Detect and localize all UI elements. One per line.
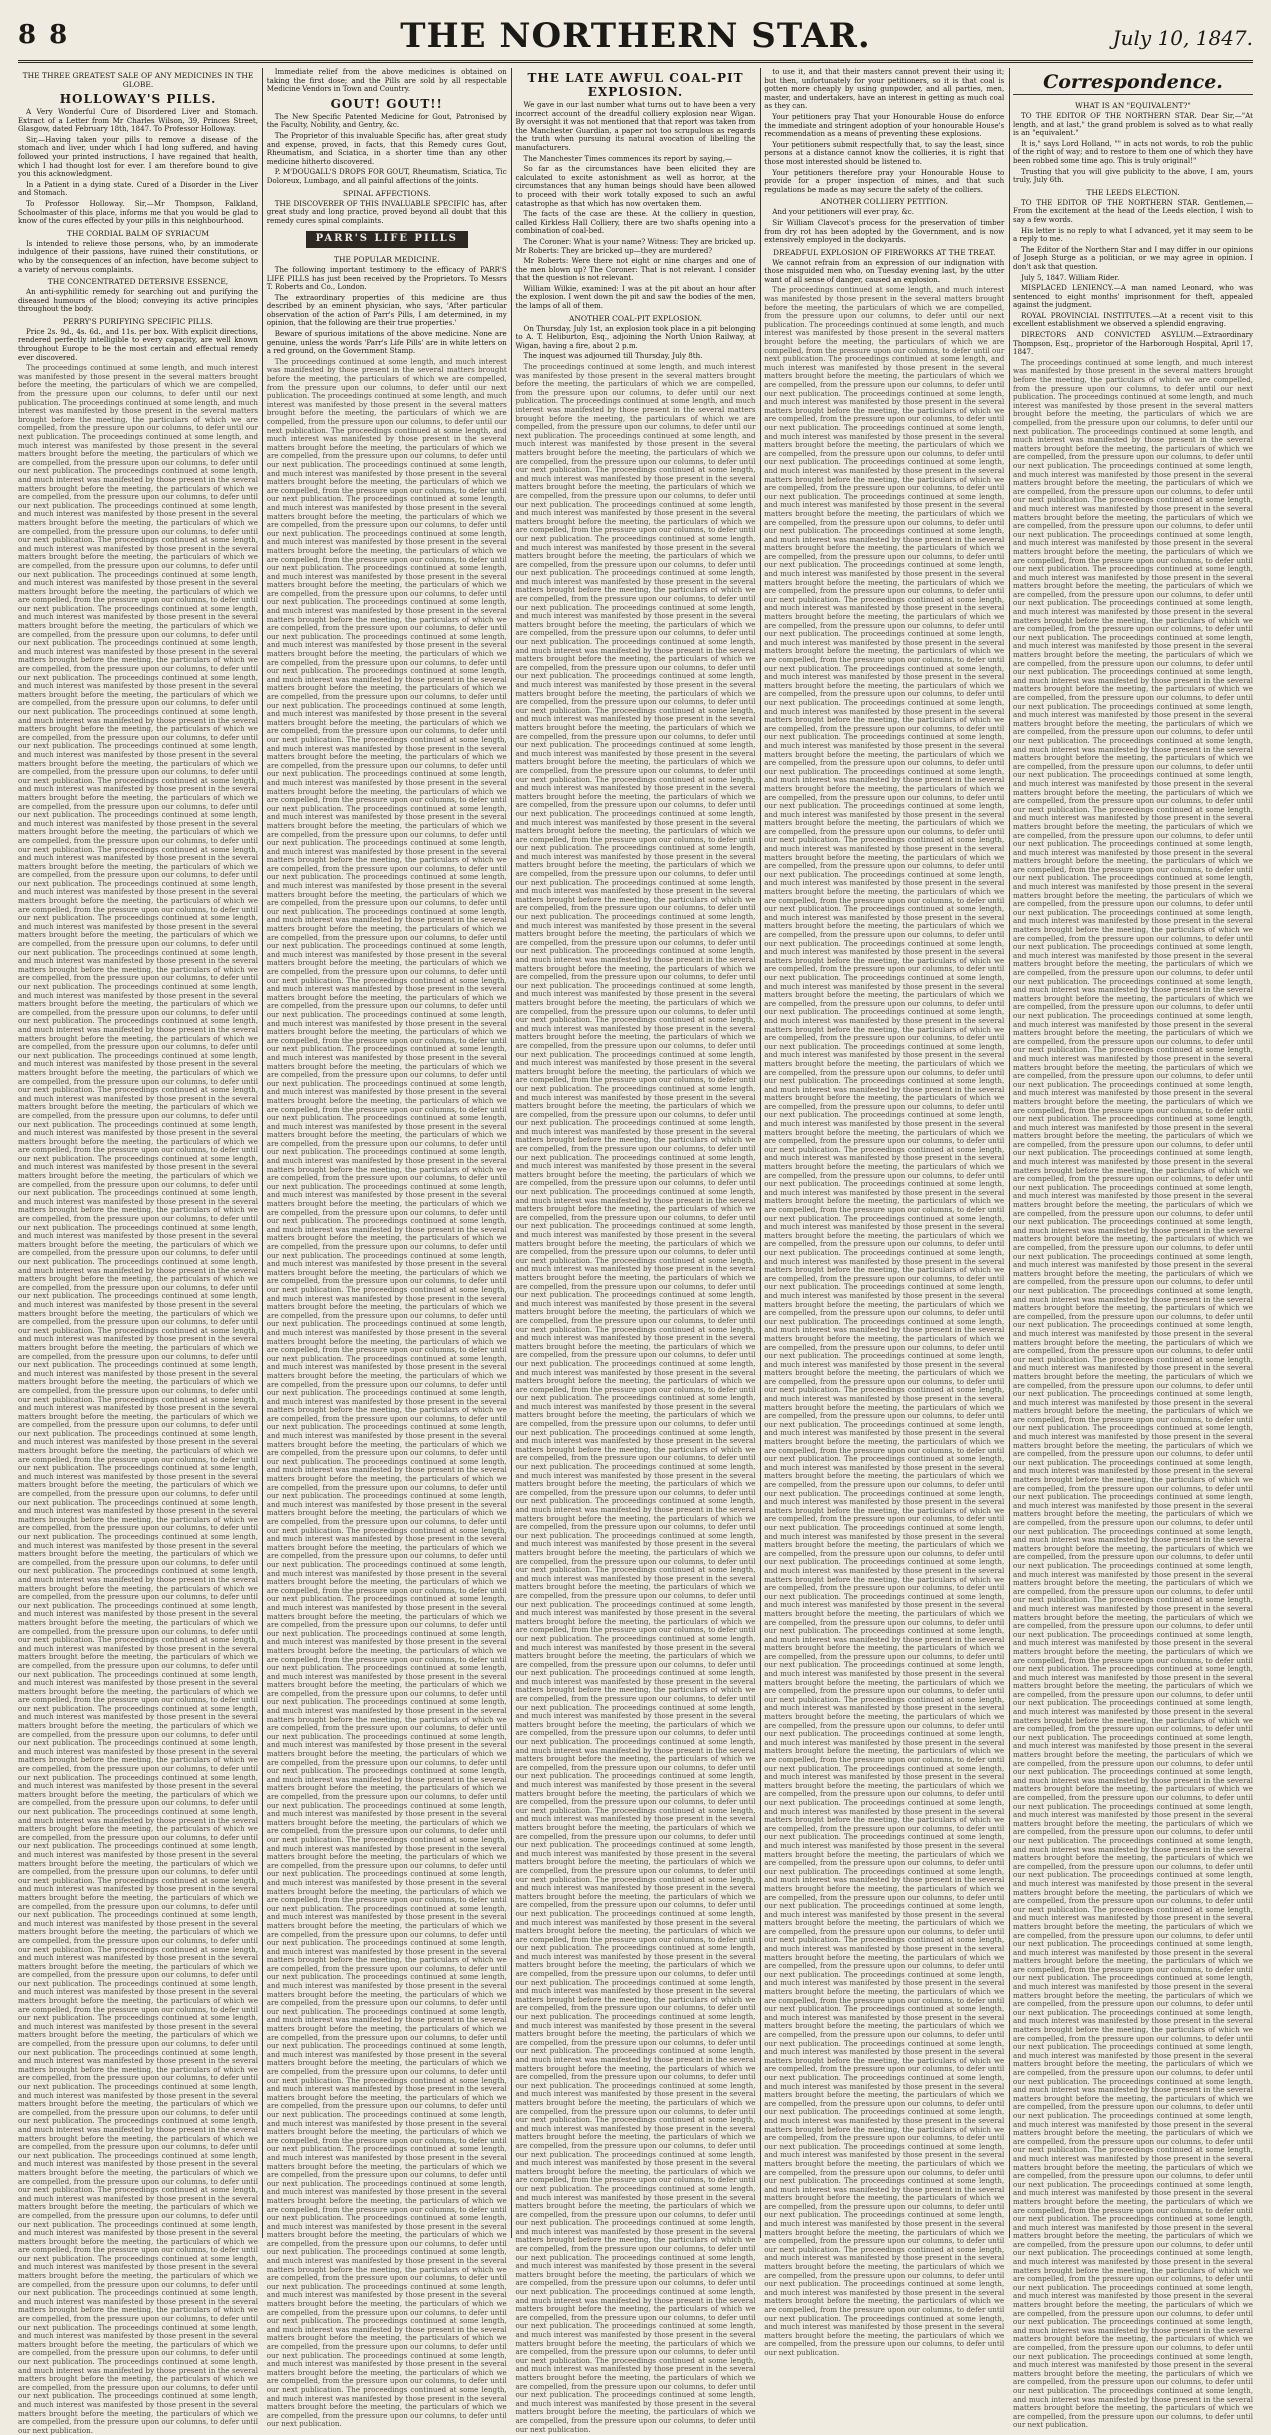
article-paragraph: Trusting that you will give publicity to the above, I am, yours truly, July 6th. bbox=[1013, 166, 1253, 185]
section-heading: SPINAL AFFECTIONS. bbox=[343, 188, 431, 198]
article-paragraph: The New Specific Patented Medicine for Gout, Patronised by the Faculty, Nobility, and Gentry, &c. bbox=[266, 111, 507, 130]
section-heading: ANOTHER COLLIERY PETITION. bbox=[820, 197, 948, 207]
article-paragraph: On Thursday, July 1st, an explosion took place in a pit belonging to A. T. Heliburton, Esq., adjoining the North Union Railway, at Wigan, having a fire, about 2 p.m. bbox=[515, 323, 756, 350]
article-paragraph: ROYAL PROVINCIAL INSTITUTES.—At a recent visit to this excellent establishment we observed a splendid engraving. bbox=[1013, 310, 1253, 329]
article-paragraph: And your petitioners will ever pray, &c. bbox=[772, 207, 914, 217]
column-2 bbox=[266, 67, 507, 2429]
article-paragraph: His letter is no reply to what I advanced, yet it may seem to be a reply to me. bbox=[1013, 225, 1253, 244]
article-paragraph: The Manchester Times commences its report by saying,— bbox=[523, 153, 733, 163]
column-rule bbox=[760, 68, 761, 2238]
article-paragraph: The following important testimony to the efficacy of PARR'S LIFE PILLS has just been received by the Proprietors. To Messrs T. Roberts and Co., London. bbox=[266, 264, 507, 292]
article-paragraph: An anti-syphilitic remedy for searching out and purifying the diseased humours of the blood; conveying its active principles throughout the body. bbox=[18, 287, 258, 314]
issue-date: July 10, 1847. bbox=[1112, 26, 1253, 50]
section-heading: THE CORDIAL BALM OF SYRIACUM bbox=[66, 228, 210, 238]
article-paragraph: The Coroner: What is your name? Witness: They are bricked up. Mr Roberts: They are bricked up—they are murdered? bbox=[515, 236, 756, 255]
column-4 bbox=[764, 67, 1005, 2357]
article-paragraph: TO THE EDITOR OF THE NORTHERN STAR. Dear Sir,—"At length, and at last," the grand problem is solved as to what really is an "equivalent." bbox=[1013, 111, 1253, 138]
article-paragraph: It is," says Lord Holland, "" in acts not words, to rob the public of the right of way; and to restore to them one of which they have been robbed some time ago. This is truly original!" bbox=[1013, 138, 1253, 165]
column-rule bbox=[262, 68, 263, 2238]
section-heading: HOLLOWAY'S PILLS. bbox=[59, 92, 217, 106]
column-rule bbox=[1009, 68, 1010, 2238]
article-paragraph: TO THE EDITOR OF THE NORTHERN STAR. Gentlemen,—From the excitement at the head of the Leeds election, I wish to say a few words. bbox=[1013, 197, 1253, 224]
column-area bbox=[18, 67, 1253, 2435]
article-paragraph: MISPLACED LENIENCY.—A man named Leonard, who was sentenced to eight months' imprisonment for theft, appealed against the judgment. bbox=[1013, 283, 1253, 310]
article-paragraph: Price 2s. 9d., 4s. 6d., and 11s. per box. With explicit directions, rendered perfectly intelligible to every capacity, are well known throughout Europe to be the most certain and effectual remedy ever discovered. bbox=[18, 326, 258, 362]
article-paragraph: Is intended to relieve those persons, who, by an immoderate indulgence of their passions, have ruined their constitutions, or who by the consequences of an infection, have become subject to a variety of nervous complaints. bbox=[18, 238, 258, 274]
article-paragraph: July 5, 1847. William Rider. bbox=[1021, 272, 1120, 282]
section-heading: GOUT! GOUT!! bbox=[330, 96, 443, 111]
column-5 bbox=[1013, 68, 1253, 2430]
page-number: 8 8 bbox=[18, 20, 70, 50]
column-1 bbox=[18, 68, 258, 2435]
article-paragraph: P. M'DOUGALL'S DROPS FOR GOUT, Rheumatism, Sciatica, Tic Doloreux, Lumbago, and all painful affections of the joints. bbox=[266, 167, 507, 185]
article-paragraph: The Proprietor of this invaluable Specific has, after great study and expense, proved, in facts, that this Remedy cures Gout, Rheumatism, and Sciatica, in a shorter time than any other medicine hitherto discovered. bbox=[266, 130, 507, 166]
article-paragraph: In a Patient in a dying state. Cured of a Disorder in the Liver and Stomach. bbox=[18, 179, 258, 198]
article-paragraph: We cannot refrain from an expression of our indignation with those misguided men who, on Tuesday evening last, by the utter want of all sense of danger, caused an explosion. bbox=[764, 257, 1005, 284]
article-paragraph: William Wilkie, examined: I was at the pit about an hour after the explosion. I went down the pit and saw the bodies of the men, the lamps of all of them. bbox=[515, 283, 756, 311]
article-paragraph: DIRECTORS AND CONVICTED ASYLUM.—Extraordinary Thompson, Esq., proprietor of the Harborough Hospital, April 17, 1847. bbox=[1013, 330, 1253, 357]
newspaper-title: THE NORTHERN STAR. bbox=[400, 16, 871, 56]
newsprint-texture: The proceedings continued at some length, and much interest was manifested by those present in the several matters brought before the meeting, the particulars of which we are compelled, from the pressure upon our columns, to defer until our next publication. The proceedings continued at some length, and much interest was manifested by those present in the several matters brought before the meeting, the particulars of which we are compelled, from the pressure upon our columns, to defer until our next publication. The proceedings continued at some length, and much interest was manifested by those present in the several matters brought before the meeting, the particulars of which we are compelled, from the pressure upon our columns, to defer until our next publication. The proceedings continued at some length, and much interest was manifested by those present in the several matters brought before the meeting, the particulars of which we are compelled, from the pressure upon our columns, to defer until our next publication. The proceedings continued at some length, and much interest was manifested by those present in the several matters brought before the meeting, the particulars of which we are compelled, from the pressure upon our columns, to defer until our next publication. The proceedings continued at some length, and much interest was manifested by those present in the several matters brought before the meeting, the particulars of which we are compelled, from the pressure upon our columns, to defer until our next publication. The proceedings continued at some length, and much interest was manifested by those present in the several matters brought before the meeting, the particulars of which we are compelled, from the pressure upon our columns, to defer until our next publication. The proceedings continued at some length, and much interest was manifested by those present in the several matters brought before the meeting, the particulars of which we are compelled, from the pressure upon our columns, to defer until our next publication. The proceedings continued at some length, and much interest was manifested by those present in the several matters brought before the meeting, the particulars of which we are compelled, from the pressure upon our columns, to defer until our next publication. The proceedings continued at some length, and much interest was manifested by those present in the several matters brought before the meeting, the particulars of which we are compelled, from the pressure upon our columns, to defer until our next publication. The proceedings continued at some length, and much interest was manifested by those present in the several matters brought before the meeting, the particulars of which we are compelled, from the pressure upon our columns, to defer until our next publication. The proceedings continued at some length, and much interest was manifested by those present in the several matters brought before the meeting, the particulars of which we are compelled, from the pressure upon our columns, to defer until our next publication. The proceedings continued at some length, and much interest was manifested by those present in the several matters brought before the meeting, the particulars of which we are compelled, from the pressure upon our columns, to defer until our next publication. The proceedings continued at some length, and much interest was manifested by those present in the several matters brought before the meeting, the particulars of which we are compelled, from the pressure upon our columns, to defer until our next publication. The proceedings continued at some length, and much interest was manifested by those present in the several matters brought before the meeting, the particulars of which we are compelled, from the pressure upon our columns, to defer until our next publication. The proceedings continued at some length, and much interest was manifested by those present in the several matters brought before the meeting, the particulars of which we are compelled, from the pressure upon our columns, to defer until our next publication. The proceedings continued at some length, and much interest was manifested by those present in the several matters brought before the meeting, the particulars of which we are compelled, from the pressure upon our columns, to defer until our next publication. The proceedings continued at some length, and much interest was manifested by those present in the several matters brought before the meeting, the particulars of which we are compelled, from the pressure upon our columns, to defer until our next publication. The proceedings continued at some length, and much interest was manifested by those present in the several matters brought before the meeting, the particulars of which we are compelled, from the pressure upon our columns, to defer until our next publication. The proceedings continued at some length, and much interest was manifested by those present in the several matters brought before the meeting, the particulars of which we are compelled, from the pressure upon our columns, to defer until our next publication. The proceedings continued at some length, and much interest was manifested by those present in the several matters brought before the meeting, the particulars of which we are compelled, from the pressure upon our columns, to defer until our next publication. The proceedings continued at some length, and much interest was manifested by those present in the several matters brought before the meeting, the particulars of which we are compelled, from the pressure upon our columns, to defer until our next publication. The proceedings continued at some length, and much interest was manifested by those present in the several matters brought before the meeting, the particulars of which we are compelled, from the pressure upon our columns, to defer until our next publication. The proceedings continued at some length, and much interest was manifested by those present in the several matters brought before the meeting, the particulars of which we are compelled, from the pressure upon our columns, to defer until our next publication. The proceedings continued at some length, and much interest was manifested by those present in the several matters brought before the meeting, the particulars of which we are compelled, from the pressure upon our columns, to defer until our next publication. The proceedings continued at some length, and much interest was manifested by those present in the several matters brought before the meeting, the particulars of which we are compelled, from the pressure upon our columns, to defer until our next publication. The proceedings continued at some length, and much interest was manifested by those present in the several matters brought before the meeting, the particulars of which we are compelled, from the pressure upon our columns, to defer until our next publication. The proceedings continued at some length, and much interest was manifested by those present in the several matters brought before the meeting, the particulars of which we are compelled, from the pressure upon our columns, to defer until our next publication. The proceedings continued at some length, and much interest was manifested by those present in the several matters brought before the meeting, the particulars of which we are compelled, from the pressure upon our columns, to defer until our next publication. The proceedings continued at some length, and much interest was manifested by those present in the several matters brought before the meeting, the particulars of which we are compelled, from the pressure upon our columns, to defer until our next publication. The proceedings continued at some length, and much interest was manifested by those present in the several matters brought before the meeting, the particulars of which we are compelled, from the pressure upon our columns, to defer until our next publication. The proceedings continued at some length, and much interest was manifested by those present in the several matters brought before the meeting, the particulars of which we are compelled, from the pressure upon our columns, to defer until our next publication. The proceedings continued at some length, and much interest was manifested by those present in the several matters brought before the meeting, the particulars of which we are compelled, from the pressure upon our columns, to defer until our next publication. The proceedings continued at some length, and much interest was manifested by those present in the several matters brought before the meeting, the particulars of which we are compelled, from the pressure upon our columns, to defer until our next publication. The proceedings continued at some length, and much interest was manifested by those present in the several matters brought before the meeting, the particulars of which we are compelled, from the pressure upon our columns, to defer until our next publication. The proceedings continued at some length, and much interest was manifested by those present in the several matters brought before the meeting, the particulars of which we are compelled, from the pressure upon our columns, to defer until our next publication. The proceedings continued at some length, and much interest was manifested by those present in the several matters brought before the meeting, the particulars of which we are compelled, from the pressure upon our columns, to defer until our next publication. The proceedings continued at some length, and much interest was manifested by those present in the several matters brought before the meeting, the particulars of which we are compelled, from the pressure upon our columns, to defer until our next publication. The proceedings continued at some length, and much interest was manifested by those present in the several matters brought before the meeting, the particulars of which we are compelled, from the pressure upon our columns, to defer until our next publication. The proceedings continued at some length, and much interest was manifested by those present in the several matters brought before the meeting, the particulars of which we are compelled, from the pressure upon our columns, to defer until our next publication. The proceedings continued at some length, and much interest was manifested by those present in the several matters brought before the meeting, the particulars of which we are compelled, from the pressure upon our columns, to defer until our next publication. The proceedings continued at some length, and much interest was manifested by those present in the several matters brought before the meeting, the particulars of which we are compelled, from the pressure upon our columns, to defer until our next publication. The proceedings continued at some length, and much interest was manifested by those present in the several matters brought before the meeting, the particulars of which we are compelled, from the pressure upon our columns, to defer until our next publication. The proceedings continued at some length, and much interest was manifested by those present in the several matters brought before the meeting, the particulars of which we are compelled, from the pressure upon our columns, to defer until our next publication. The proceedings continued at some length, and much interest was manifested by those present in the several matters brought before the meeting, the particulars of which we are compelled, from the pressure upon our columns, to defer until our next publication. The proceedings continued at some length, and much interest was manifested by those present in the several matters brought before the meeting, the particulars of which we are compelled, from the pressure upon our columns, to defer until our next publication. The proceedings continued at some length, and much interest was manifested by those present in the several matters brought before the meeting, the particulars of which we are compelled, from the pressure upon our columns, to defer until our next publication. The proceedings continued at some length, and much interest was manifested by those present in the several matters brought before the meeting, the particulars of which we are compelled, from the pressure upon our columns, to defer until our next publication. The proceedings continued at some length, and much interest was manifested by those present in the several matters brought before the meeting, the particulars of which we are compelled, from the pressure upon our columns, to defer until our next publication. The proceedings continued at some length, and much interest was manifested by those present in the several matters brought before the meeting, the particulars of which we are compelled, from the pressure upon our columns, to defer until our next publication. The proceedings continued at some length, and much interest was manifested by those present in the several matters brought before the meeting, the particulars of which we are compelled, from the pressure upon our columns, to defer until our next publication. The proceedings continued at some length, and much interest was manifested by those present in the several matters brought before the meeting, the particulars of which we are compelled, from the pressure upon our columns, to defer until our next publication. The proceedings continued at some length, and much interest was manifested by those present in the several matters brought before the meeting, the particulars of which we are compelled, from the pressure upon our columns, to defer until our next publication. The proceedings continued at some length, and much interest was manifested by those present in the several matters brought before the meeting, the particulars of which we are compelled, from the pressure upon our columns, to defer until our next publication. The proceedings continued at some length, and much interest was manifested by those present in the several matters brought before the meeting, the particulars of which we are compelled, from the pressure upon our columns, to defer until our next publication. The proceedings continued at some length, and much interest was manifested by those present in the several matters brought before the meeting, the particulars of which we are compelled, from the pressure upon our columns, to defer until our next publication. The proceedings continued at some length, and much interest was manifested by those present in the several matters brought before the meeting, the particulars of which we are compelled, from the pressure upon our columns, to defer until our next publication. The proceedings continued at some length, and much interest was manifested by those present in the several matters brought before the meeting, the particulars of which we are compelled, from the pressure upon our columns, to defer until our next publication. The proceedings continued at some length, and much interest was manifested by those present in the several matters brought before the meeting, the particulars of which we are compelled, from the pressure upon our columns, to defer until our next publication. The proceedings continued at some length, and much interest was manifested by those present in the several matters brought before the meeting, the particulars of which we are compelled, from the pressure upon our columns, to defer until our next publication. bbox=[515, 362, 756, 2434]
article-paragraph: The inquest was adjourned till Thursday, July 8th. bbox=[523, 351, 703, 361]
article-paragraph: So far as the circumstances have been elicited they are calculated to excite astonishment as well as horror, at the circumstances that any human beings should have been allowed to proceed with their work totally exposed to such an awful catastrophe as that which has now overtaken them. bbox=[515, 164, 756, 208]
article-paragraph: Beware of spurious imitations of the above medicine. None are genuine, unless the words 'Parr's Life Pills' are in white letters on a red ground, on the Government Stamp. bbox=[266, 329, 507, 356]
article-paragraph: To Professor Holloway. Sir,—Mr Thompson, Falkland, Schoolmaster of this place, informs me that you would be glad to know of the cures effected by your pills in this neighbourhood. bbox=[18, 198, 258, 226]
article-paragraph: Immediate relief from the above medicines is obtained on taking the first dose; and the Pills are sold by all respectable Medicine Vendors in Town and Country. bbox=[266, 67, 507, 94]
article-paragraph: The Editor of the Northern Star and I may differ in our opinions of Joseph Sturge as a politician, or we may agree in opinion. I don't ask that question. bbox=[1013, 244, 1253, 271]
article-paragraph: THE DISCOVERER OF THIS INVALUABLE SPECIFIC has, after great study and long practice, proved beyond all doubt that this remedy cures spinal complaints. bbox=[266, 198, 507, 225]
section-heading: WHAT IS AN "EQUIVALENT?" bbox=[1075, 101, 1191, 110]
section-heading: THE POPULAR MEDICINE. bbox=[333, 254, 440, 264]
column-rule bbox=[511, 68, 512, 2238]
article-paragraph: Mr Roberts: Were there not eight or nine charges and one of the men blown up? The Coroner: That is not relevant. I consider that the question is not relevant. bbox=[515, 256, 756, 283]
newsprint-texture: The proceedings continued at some length, and much interest was manifested by those present in the several matters brought before the meeting, the particulars of which we are compelled, from the pressure upon our columns, to defer until our next publication. The proceedings continued at some length, and much interest was manifested by those present in the several matters brought before the meeting, the particulars of which we are compelled, from the pressure upon our columns, to defer until our next publication. The proceedings continued at some length, and much interest was manifested by those present in the several matters brought before the meeting, the particulars of which we are compelled, from the pressure upon our columns, to defer until our next publication. The proceedings continued at some length, and much interest was manifested by those present in the several matters brought before the meeting, the particulars of which we are compelled, from the pressure upon our columns, to defer until our next publication. The proceedings continued at some length, and much interest was manifested by those present in the several matters brought before the meeting, the particulars of which we are compelled, from the pressure upon our columns, to defer until our next publication. The proceedings continued at some length, and much interest was manifested by those present in the several matters brought before the meeting, the particulars of which we are compelled, from the pressure upon our columns, to defer until our next publication. The proceedings continued at some length, and much interest was manifested by those present in the several matters brought before the meeting, the particulars of which we are compelled, from the pressure upon our columns, to defer until our next publication. The proceedings continued at some length, and much interest was manifested by those present in the several matters brought before the meeting, the particulars of which we are compelled, from the pressure upon our columns, to defer until our next publication. The proceedings continued at some length, and much interest was manifested by those present in the several matters brought before the meeting, the particulars of which we are compelled, from the pressure upon our columns, to defer until our next publication. The proceedings continued at some length, and much interest was manifested by those present in the several matters brought before the meeting, the particulars of which we are compelled, from the pressure upon our columns, to defer until our next publication. The proceedings continued at some length, and much interest was manifested by those present in the several matters brought before the meeting, the particulars of which we are compelled, from the pressure upon our columns, to defer until our next publication. The proceedings continued at some length, and much interest was manifested by those present in the several matters brought before the meeting, the particulars of which we are compelled, from the pressure upon our columns, to defer until our next publication. The proceedings continued at some length, and much interest was manifested by those present in the several matters brought before the meeting, the particulars of which we are compelled, from the pressure upon our columns, to defer until our next publication. The proceedings continued at some length, and much interest was manifested by those present in the several matters brought before the meeting, the particulars of which we are compelled, from the pressure upon our columns, to defer until our next publication. The proceedings continued at some length, and much interest was manifested by those present in the several matters brought before the meeting, the particulars of which we are compelled, from the pressure upon our columns, to defer until our next publication. The proceedings continued at some length, and much interest was manifested by those present in the several matters brought before the meeting, the particulars of which we are compelled, from the pressure upon our columns, to defer until our next publication. The proceedings continued at some length, and much interest was manifested by those present in the several matters brought before the meeting, the particulars of which we are compelled, from the pressure upon our columns, to defer until our next publication. The proceedings continued at some length, and much interest was manifested by those present in the several matters brought before the meeting, the particulars of which we are compelled, from the pressure upon our columns, to defer until our next publication. The proceedings continued at some length, and much interest was manifested by those present in the several matters brought before the meeting, the particulars of which we are compelled, from the pressure upon our columns, to defer until our next publication. The proceedings continued at some length, and much interest was manifested by those present in the several matters brought before the meeting, the particulars of which we are compelled, from the pressure upon our columns, to defer until our next publication. The proceedings continued at some length, and much interest was manifested by those present in the several matters brought before the meeting, the particulars of which we are compelled, from the pressure upon our columns, to defer until our next publication. The proceedings continued at some length, and much interest was manifested by those present in the several matters brought before the meeting, the particulars of which we are compelled, from the pressure upon our columns, to defer until our next publication. The proceedings continued at some length, and much interest was manifested by those present in the several matters brought before the meeting, the particulars of which we are compelled, from the pressure upon our columns, to defer until our next publication. The proceedings continued at some length, and much interest was manifested by those present in the several matters brought before the meeting, the particulars of which we are compelled, from the pressure upon our columns, to defer until our next publication. The proceedings continued at some length, and much interest was manifested by those present in the several matters brought before the meeting, the particulars of which we are compelled, from the pressure upon our columns, to defer until our next publication. The proceedings continued at some length, and much interest was manifested by those present in the several matters brought before the meeting, the particulars of which we are compelled, from the pressure upon our columns, to defer until our next publication. The proceedings continued at some length, and much interest was manifested by those present in the several matters brought before the meeting, the particulars of which we are compelled, from the pressure upon our columns, to defer until our next publication. The proceedings continued at some length, and much interest was manifested by those present in the several matters brought before the meeting, the particulars of which we are compelled, from the pressure upon our columns, to defer until our next publication. The proceedings continued at some length, and much interest was manifested by those present in the several matters brought before the meeting, the particulars of which we are compelled, from the pressure upon our columns, to defer until our next publication. The proceedings continued at some length, and much interest was manifested by those present in the several matters brought before the meeting, the particulars of which we are compelled, from the pressure upon our columns, to defer until our next publication. The proceedings continued at some length, and much interest was manifested by those present in the several matters brought before the meeting, the particulars of which we are compelled, from the pressure upon our columns, to defer until our next publication. The proceedings continued at some length, and much interest was manifested by those present in the several matters brought before the meeting, the particulars of which we are compelled, from the pressure upon our columns, to defer until our next publication. The proceedings continued at some length, and much interest was manifested by those present in the several matters brought before the meeting, the particulars of which we are compelled, from the pressure upon our columns, to defer until our next publication. The proceedings continued at some length, and much interest was manifested by those present in the several matters brought before the meeting, the particulars of which we are compelled, from the pressure upon our columns, to defer until our next publication. The proceedings continued at some length, and much interest was manifested by those present in the several matters brought before the meeting, the particulars of which we are compelled, from the pressure upon our columns, to defer until our next publication. The proceedings continued at some length, and much interest was manifested by those present in the several matters brought before the meeting, the particulars of which we are compelled, from the pressure upon our columns, to defer until our next publication. The proceedings continued at some length, and much interest was manifested by those present in the several matters brought before the meeting, the particulars of which we are compelled, from the pressure upon our columns, to defer until our next publication. The proceedings continued at some length, and much interest was manifested by those present in the several matters brought before the meeting, the particulars of which we are compelled, from the pressure upon our columns, to defer until our next publication. The proceedings continued at some length, and much interest was manifested by those present in the several matters brought before the meeting, the particulars of which we are compelled, from the pressure upon our columns, to defer until our next publication. The proceedings continued at some length, and much interest was manifested by those present in the several matters brought before the meeting, the particulars of which we are compelled, from the pressure upon our columns, to defer until our next publication. The proceedings continued at some length, and much interest was manifested by those present in the several matters brought before the meeting, the particulars of which we are compelled, from the pressure upon our columns, to defer until our next publication. The proceedings continued at some length, and much interest was manifested by those present in the several matters brought before the meeting, the particulars of which we are compelled, from the pressure upon our columns, to defer until our next publication. The proceedings continued at some length, and much interest was manifested by those present in the several matters brought before the meeting, the particulars of which we are compelled, from the pressure upon our columns, to defer until our next publication. The proceedings continued at some length, and much interest was manifested by those present in the several matters brought before the meeting, the particulars of which we are compelled, from the pressure upon our columns, to defer until our next publication. The proceedings continued at some length, and much interest was manifested by those present in the several matters brought before the meeting, the particulars of which we are compelled, from the pressure upon our columns, to defer until our next publication. The proceedings continued at some length, and much interest was manifested by those present in the several matters brought before the meeting, the particulars of which we are compelled, from the pressure upon our columns, to defer until our next publication. The proceedings continued at some length, and much interest was manifested by those present in the several matters brought before the meeting, the particulars of which we are compelled, from the pressure upon our columns, to defer until our next publication. The proceedings continued at some length, and much interest was manifested by those present in the several matters brought before the meeting, the particulars of which we are compelled, from the pressure upon our columns, to defer until our next publication. The proceedings continued at some length, and much interest was manifested by those present in the several matters brought before the meeting, the particulars of which we are compelled, from the pressure upon our columns, to defer until our next publication. The proceedings continued at some length, and much interest was manifested by those present in the several matters brought before the meeting, the particulars of which we are compelled, from the pressure upon our columns, to defer until our next publication. The proceedings continued at some length, and much interest was manifested by those present in the several matters brought before the meeting, the particulars of which we are compelled, from the pressure upon our columns, to defer until our next publication. The proceedings continued at some length, and much interest was manifested by those present in the several matters brought before the meeting, the particulars of which we are compelled, from the pressure upon our columns, to defer until our next publication. The proceedings continued at some length, and much interest was manifested by those present in the several matters brought before the meeting, the particulars of which we are compelled, from the pressure upon our columns, to defer until our next publication. The proceedings continued at some length, and much interest was manifested by those present in the several matters brought before the meeting, the particulars of which we are compelled, from the pressure upon our columns, to defer until our next publication. The proceedings continued at some length, and much interest was manifested by those present in the several matters brought before the meeting, the particulars of which we are compelled, from the pressure upon our columns, to defer until our next publication. The proceedings continued at some length, and much interest was manifested by those present in the several matters brought before the meeting, the particulars of which we are compelled, from the pressure upon our columns, to defer until our next publication. The proceedings continued at some length, and much interest was manifested by those present in the several matters brought before the meeting, the particulars of which we are compelled, from the pressure upon our columns, to defer until our next publication. The proceedings continued at some length, and much interest was manifested by those present in the several matters brought before the meeting, the particulars of which we are compelled, from the pressure upon our columns, to defer until our next publication. The proceedings continued at some length, and much interest was manifested by those present in the several matters brought before the meeting, the particulars of which we are compelled, from the pressure upon our columns, to defer until our next publication. The proceedings continued at some length, and much interest was manifested by those present in the several matters brought before the meeting, the particulars of which we are compelled, from the pressure upon our columns, to defer until our next publication. bbox=[266, 356, 507, 2429]
article-paragraph: Sir,—Having taken your pills to remove a disease of the stomach and liver, under which I had long suffered, and having followed your printed instructions, I have regained that health, which I had thought lost for ever. I am therefore bound to give you this acknowledgment. bbox=[18, 134, 258, 179]
article-paragraph: Your petitioners therefore pray your Honourable House to provide for a proper inspection of mines, and that such regulations be made as may secure the safety of the colliers. bbox=[764, 167, 1005, 194]
section-heading: THE LEEDS ELECTION. bbox=[1086, 187, 1180, 197]
article-paragraph: Your petitioners pray That your Honourable House do enforce the immediate and stringent adoption of your honourable House's recommendation as a means of preventing these explosions. bbox=[764, 111, 1005, 139]
article-paragraph: We gave in our last number what turns out to have been a very incorrect account of the dreadful colliery explosion near Wigan. By oversight it was not mentioned that that report was taken from the Manchester Guardian, a paper not too scrupulous as regards the truth when pursuing its natural avocation of libelling the manufacturers. bbox=[515, 100, 756, 152]
newsprint-texture: The proceedings continued at some length, and much interest was manifested by those present in the several matters brought before the meeting, the particulars of which we are compelled, from the pressure upon our columns, to defer until our next publication. The proceedings continued at some length, and much interest was manifested by those present in the several matters brought before the meeting, the particulars of which we are compelled, from the pressure upon our columns, to defer until our next publication. The proceedings continued at some length, and much interest was manifested by those present in the several matters brought before the meeting, the particulars of which we are compelled, from the pressure upon our columns, to defer until our next publication. The proceedings continued at some length, and much interest was manifested by those present in the several matters brought before the meeting, the particulars of which we are compelled, from the pressure upon our columns, to defer until our next publication. The proceedings continued at some length, and much interest was manifested by those present in the several matters brought before the meeting, the particulars of which we are compelled, from the pressure upon our columns, to defer until our next publication. The proceedings continued at some length, and much interest was manifested by those present in the several matters brought before the meeting, the particulars of which we are compelled, from the pressure upon our columns, to defer until our next publication. The proceedings continued at some length, and much interest was manifested by those present in the several matters brought before the meeting, the particulars of which we are compelled, from the pressure upon our columns, to defer until our next publication. The proceedings continued at some length, and much interest was manifested by those present in the several matters brought before the meeting, the particulars of which we are compelled, from the pressure upon our columns, to defer until our next publication. The proceedings continued at some length, and much interest was manifested by those present in the several matters brought before the meeting, the particulars of which we are compelled, from the pressure upon our columns, to defer until our next publication. The proceedings continued at some length, and much interest was manifested by those present in the several matters brought before the meeting, the particulars of which we are compelled, from the pressure upon our columns, to defer until our next publication. The proceedings continued at some length, and much interest was manifested by those present in the several matters brought before the meeting, the particulars of which we are compelled, from the pressure upon our columns, to defer until our next publication. The proceedings continued at some length, and much interest was manifested by those present in the several matters brought before the meeting, the particulars of which we are compelled, from the pressure upon our columns, to defer until our next publication. The proceedings continued at some length, and much interest was manifested by those present in the several matters brought before the meeting, the particulars of which we are compelled, from the pressure upon our columns, to defer until our next publication. The proceedings continued at some length, and much interest was manifested by those present in the several matters brought before the meeting, the particulars of which we are compelled, from the pressure upon our columns, to defer until our next publication. The proceedings continued at some length, and much interest was manifested by those present in the several matters brought before the meeting, the particulars of which we are compelled, from the pressure upon our columns, to defer until our next publication. The proceedings continued at some length, and much interest was manifested by those present in the several matters brought before the meeting, the particulars of which we are compelled, from the pressure upon our columns, to defer until our next publication. The proceedings continued at some length, and much interest was manifested by those present in the several matters brought before the meeting, the particulars of which we are compelled, from the pressure upon our columns, to defer until our next publication. The proceedings continued at some length, and much interest was manifested by those present in the several matters brought before the meeting, the particulars of which we are compelled, from the pressure upon our columns, to defer until our next publication. The proceedings continued at some length, and much interest was manifested by those present in the several matters brought before the meeting, the particulars of which we are compelled, from the pressure upon our columns, to defer until our next publication. The proceedings continued at some length, and much interest was manifested by those present in the several matters brought before the meeting, the particulars of which we are compelled, from the pressure upon our columns, to defer until our next publication. The proceedings continued at some length, and much interest was manifested by those present in the several matters brought before the meeting, the particulars of which we are compelled, from the pressure upon our columns, to defer until our next publication. The proceedings continued at some length, and much interest was manifested by those present in the several matters brought before the meeting, the particulars of which we are compelled, from the pressure upon our columns, to defer until our next publication. The proceedings continued at some length, and much interest was manifested by those present in the several matters brought before the meeting, the particulars of which we are compelled, from the pressure upon our columns, to defer until our next publication. The proceedings continued at some length, and much interest was manifested by those present in the several matters brought before the meeting, the particulars of which we are compelled, from the pressure upon our columns, to defer until our next publication. The proceedings continued at some length, and much interest was manifested by those present in the several matters brought before the meeting, the particulars of which we are compelled, from the pressure upon our columns, to defer until our next publication. The proceedings continued at some length, and much interest was manifested by those present in the several matters brought before the meeting, the particulars of which we are compelled, from the pressure upon our columns, to defer until our next publication. The proceedings continued at some length, and much interest was manifested by those present in the several matters brought before the meeting, the particulars of which we are compelled, from the pressure upon our columns, to defer until our next publication. The proceedings continued at some length, and much interest was manifested by those present in the several matters brought before the meeting, the particulars of which we are compelled, from the pressure upon our columns, to defer until our next publication. The proceedings continued at some length, and much interest was manifested by those present in the several matters brought before the meeting, the particulars of which we are compelled, from the pressure upon our columns, to defer until our next publication. The proceedings continued at some length, and much interest was manifested by those present in the several matters brought before the meeting, the particulars of which we are compelled, from the pressure upon our columns, to defer until our next publication. The proceedings continued at some length, and much interest was manifested by those present in the several matters brought before the meeting, the particulars of which we are compelled, from the pressure upon our columns, to defer until our next publication. The proceedings continued at some length, and much interest was manifested by those present in the several matters brought before the meeting, the particulars of which we are compelled, from the pressure upon our columns, to defer until our next publication. The proceedings continued at some length, and much interest was manifested by those present in the several matters brought before the meeting, the particulars of which we are compelled, from the pressure upon our columns, to defer until our next publication. The proceedings continued at some length, and much interest was manifested by those present in the several matters brought before the meeting, the particulars of which we are compelled, from the pressure upon our columns, to defer until our next publication. The proceedings continued at some length, and much interest was manifested by those present in the several matters brought before the meeting, the particulars of which we are compelled, from the pressure upon our columns, to defer until our next publication. The proceedings continued at some length, and much interest was manifested by those present in the several matters brought before the meeting, the particulars of which we are compelled, from the pressure upon our columns, to defer until our next publication. The proceedings continued at some length, and much interest was manifested by those present in the several matters brought before the meeting, the particulars of which we are compelled, from the pressure upon our columns, to defer until our next publication. The proceedings continued at some length, and much interest was manifested by those present in the several matters brought before the meeting, the particulars of which we are compelled, from the pressure upon our columns, to defer until our next publication. The proceedings continued at some length, and much interest was manifested by those present in the several matters brought before the meeting, the particulars of which we are compelled, from the pressure upon our columns, to defer until our next publication. The proceedings continued at some length, and much interest was manifested by those present in the several matters brought before the meeting, the particulars of which we are compelled, from the pressure upon our columns, to defer until our next publication. The proceedings continued at some length, and much interest was manifested by those present in the several matters brought before the meeting, the particulars of which we are compelled, from the pressure upon our columns, to defer until our next publication. The proceedings continued at some length, and much interest was manifested by those present in the several matters brought before the meeting, the particulars of which we are compelled, from the pressure upon our columns, to defer until our next publication. The proceedings continued at some length, and much interest was manifested by those present in the several matters brought before the meeting, the particulars of which we are compelled, from the pressure upon our columns, to defer until our next publication. The proceedings continued at some length, and much interest was manifested by those present in the several matters brought before the meeting, the particulars of which we are compelled, from the pressure upon our columns, to defer until our next publication. The proceedings continued at some length, and much interest was manifested by those present in the several matters brought before the meeting, the particulars of which we are compelled, from the pressure upon our columns, to defer until our next publication. The proceedings continued at some length, and much interest was manifested by those present in the several matters brought before the meeting, the particulars of which we are compelled, from the pressure upon our columns, to defer until our next publication. The proceedings continued at some length, and much interest was manifested by those present in the several matters brought before the meeting, the particulars of which we are compelled, from the pressure upon our columns, to defer until our next publication. The proceedings continued at some length, and much interest was manifested by those present in the several matters brought before the meeting, the particulars of which we are compelled, from the pressure upon our columns, to defer until our next publication. The proceedings continued at some length, and much interest was manifested by those present in the several matters brought before the meeting, the particulars of which we are compelled, from the pressure upon our columns, to defer until our next publication. The proceedings continued at some length, and much interest was manifested by those present in the several matters brought before the meeting, the particulars of which we are compelled, from the pressure upon our columns, to defer until our next publication. The proceedings continued at some length, and much interest was manifested by those present in the several matters brought before the meeting, the particulars of which we are compelled, from the pressure upon our columns, to defer until our next publication. The proceedings continued at some length, and much interest was manifested by those present in the several matters brought before the meeting, the particulars of which we are compelled, from the pressure upon our columns, to defer until our next publication. The proceedings continued at some length, and much interest was manifested by those present in the several matters brought before the meeting, the particulars of which we are compelled, from the pressure upon our columns, to defer until our next publication. The proceedings continued at some length, and much interest was manifested by those present in the several matters brought before the meeting, the particulars of which we are compelled, from the pressure upon our columns, to defer until our next publication. The proceedings continued at some length, and much interest was manifested by those present in the several matters brought before the meeting, the particulars of which we are compelled, from the pressure upon our columns, to defer until our next publication. The proceedings continued at some length, and much interest was manifested by those present in the several matters brought before the meeting, the particulars of which we are compelled, from the pressure upon our columns, to defer until our next publication. The proceedings continued at some length, and much interest was manifested by those present in the several matters brought before the meeting, the particulars of which we are compelled, from the pressure upon our columns, to defer until our next publication. The proceedings continued at some length, and much interest was manifested by those present in the several matters brought before the meeting, the particulars of which we are compelled, from the pressure upon our columns, to defer until our next publication. The proceedings continued at some length, and much interest was manifested by those present in the several matters brought before the meeting, the particulars of which we are compelled, from the pressure upon our columns, to defer until our next publication. The proceedings continued at some length, and much interest was manifested by those present in the several matters brought before the meeting, the particulars of which we are compelled, from the pressure upon our columns, to defer until our next publication. bbox=[18, 363, 258, 2435]
advert-cut bbox=[267, 227, 507, 252]
article-paragraph: The facts of the case are these. At the colliery in question, called Kirkless Hall Colliery, there are two shafts opening into a combination of coal-bed. bbox=[515, 209, 756, 236]
newsprint-texture: The proceedings continued at some length, and much interest was manifested by those present in the several matters brought before the meeting, the particulars of which we are compelled, from the pressure upon our columns, to defer until our next publication. The proceedings continued at some length, and much interest was manifested by those present in the several matters brought before the meeting, the particulars of which we are compelled, from the pressure upon our columns, to defer until our next publication. The proceedings continued at some length, and much interest was manifested by those present in the several matters brought before the meeting, the particulars of which we are compelled, from the pressure upon our columns, to defer until our next publication. The proceedings continued at some length, and much interest was manifested by those present in the several matters brought before the meeting, the particulars of which we are compelled, from the pressure upon our columns, to defer until our next publication. The proceedings continued at some length, and much interest was manifested by those present in the several matters brought before the meeting, the particulars of which we are compelled, from the pressure upon our columns, to defer until our next publication. The proceedings continued at some length, and much interest was manifested by those present in the several matters brought before the meeting, the particulars of which we are compelled, from the pressure upon our columns, to defer until our next publication. The proceedings continued at some length, and much interest was manifested by those present in the several matters brought before the meeting, the particulars of which we are compelled, from the pressure upon our columns, to defer until our next publication. The proceedings continued at some length, and much interest was manifested by those present in the several matters brought before the meeting, the particulars of which we are compelled, from the pressure upon our columns, to defer until our next publication. The proceedings continued at some length, and much interest was manifested by those present in the several matters brought before the meeting, the particulars of which we are compelled, from the pressure upon our columns, to defer until our next publication. The proceedings continued at some length, and much interest was manifested by those present in the several matters brought before the meeting, the particulars of which we are compelled, from the pressure upon our columns, to defer until our next publication. The proceedings continued at some length, and much interest was manifested by those present in the several matters brought before the meeting, the particulars of which we are compelled, from the pressure upon our columns, to defer until our next publication. The proceedings continued at some length, and much interest was manifested by those present in the several matters brought before the meeting, the particulars of which we are compelled, from the pressure upon our columns, to defer until our next publication. The proceedings continued at some length, and much interest was manifested by those present in the several matters brought before the meeting, the particulars of which we are compelled, from the pressure upon our columns, to defer until our next publication. The proceedings continued at some length, and much interest was manifested by those present in the several matters brought before the meeting, the particulars of which we are compelled, from the pressure upon our columns, to defer until our next publication. The proceedings continued at some length, and much interest was manifested by those present in the several matters brought before the meeting, the particulars of which we are compelled, from the pressure upon our columns, to defer until our next publication. The proceedings continued at some length, and much interest was manifested by those present in the several matters brought before the meeting, the particulars of which we are compelled, from the pressure upon our columns, to defer until our next publication. The proceedings continued at some length, and much interest was manifested by those present in the several matters brought before the meeting, the particulars of which we are compelled, from the pressure upon our columns, to defer until our next publication. The proceedings continued at some length, and much interest was manifested by those present in the several matters brought before the meeting, the particulars of which we are compelled, from the pressure upon our columns, to defer until our next publication. The proceedings continued at some length, and much interest was manifested by those present in the several matters brought before the meeting, the particulars of which we are compelled, from the pressure upon our columns, to defer until our next publication. The proceedings continued at some length, and much interest was manifested by those present in the several matters brought before the meeting, the particulars of which we are compelled, from the pressure upon our columns, to defer until our next publication. The proceedings continued at some length, and much interest was manifested by those present in the several matters brought before the meeting, the particulars of which we are compelled, from the pressure upon our columns, to defer until our next publication. The proceedings continued at some length, and much interest was manifested by those present in the several matters brought before the meeting, the particulars of which we are compelled, from the pressure upon our columns, to defer until our next publication. The proceedings continued at some length, and much interest was manifested by those present in the several matters brought before the meeting, the particulars of which we are compelled, from the pressure upon our columns, to defer until our next publication. The proceedings continued at some length, and much interest was manifested by those present in the several matters brought before the meeting, the particulars of which we are compelled, from the pressure upon our columns, to defer until our next publication. The proceedings continued at some length, and much interest was manifested by those present in the several matters brought before the meeting, the particulars of which we are compelled, from the pressure upon our columns, to defer until our next publication. The proceedings continued at some length, and much interest was manifested by those present in the several matters brought before the meeting, the particulars of which we are compelled, from the pressure upon our columns, to defer until our next publication. The proceedings continued at some length, and much interest was manifested by those present in the several matters brought before the meeting, the particulars of which we are compelled, from the pressure upon our columns, to defer until our next publication. The proceedings continued at some length, and much interest was manifested by those present in the several matters brought before the meeting, the particulars of which we are compelled, from the pressure upon our columns, to defer until our next publication. The proceedings continued at some length, and much interest was manifested by those present in the several matters brought before the meeting, the particulars of which we are compelled, from the pressure upon our columns, to defer until our next publication. The proceedings continued at some length, and much interest was manifested by those present in the several matters brought before the meeting, the particulars of which we are compelled, from the pressure upon our columns, to defer until our next publication. The proceedings continued at some length, and much interest was manifested by those present in the several matters brought before the meeting, the particulars of which we are compelled, from the pressure upon our columns, to defer until our next publication. The proceedings continued at some length, and much interest was manifested by those present in the several matters brought before the meeting, the particulars of which we are compelled, from the pressure upon our columns, to defer until our next publication. The proceedings continued at some length, and much interest was manifested by those present in the several matters brought before the meeting, the particulars of which we are compelled, from the pressure upon our columns, to defer until our next publication. The proceedings continued at some length, and much interest was manifested by those present in the several matters brought before the meeting, the particulars of which we are compelled, from the pressure upon our columns, to defer until our next publication. The proceedings continued at some length, and much interest was manifested by those present in the several matters brought before the meeting, the particulars of which we are compelled, from the pressure upon our columns, to defer until our next publication. The proceedings continued at some length, and much interest was manifested by those present in the several matters brought before the meeting, the particulars of which we are compelled, from the pressure upon our columns, to defer until our next publication. The proceedings continued at some length, and much interest was manifested by those present in the several matters brought before the meeting, the particulars of which we are compelled, from the pressure upon our columns, to defer until our next publication. The proceedings continued at some length, and much interest was manifested by those present in the several matters brought before the meeting, the particulars of which we are compelled, from the pressure upon our columns, to defer until our next publication. The proceedings continued at some length, and much interest was manifested by those present in the several matters brought before the meeting, the particulars of which we are compelled, from the pressure upon our columns, to defer until our next publication. The proceedings continued at some length, and much interest was manifested by those present in the several matters brought before the meeting, the particulars of which we are compelled, from the pressure upon our columns, to defer until our next publication. The proceedings continued at some length, and much interest was manifested by those present in the several matters brought before the meeting, the particulars of which we are compelled, from the pressure upon our columns, to defer until our next publication. The proceedings continued at some length, and much interest was manifested by those present in the several matters brought before the meeting, the particulars of which we are compelled, from the pressure upon our columns, to defer until our next publication. The proceedings continued at some length, and much interest was manifested by those present in the several matters brought before the meeting, the particulars of which we are compelled, from the pressure upon our columns, to defer until our next publication. The proceedings continued at some length, and much interest was manifested by those present in the several matters brought before the meeting, the particulars of which we are compelled, from the pressure upon our columns, to defer until our next publication. The proceedings continued at some length, and much interest was manifested by those present in the several matters brought before the meeting, the particulars of which we are compelled, from the pressure upon our columns, to defer until our next publication. The proceedings continued at some length, and much interest was manifested by those present in the several matters brought before the meeting, the particulars of which we are compelled, from the pressure upon our columns, to defer until our next publication. The proceedings continued at some length, and much interest was manifested by those present in the several matters brought before the meeting, the particulars of which we are compelled, from the pressure upon our columns, to defer until our next publication. The proceedings continued at some length, and much interest was manifested by those present in the several matters brought before the meeting, the particulars of which we are compelled, from the pressure upon our columns, to defer until our next publication. The proceedings continued at some length, and much interest was manifested by those present in the several matters brought before the meeting, the particulars of which we are compelled, from the pressure upon our columns, to defer until our next publication. The proceedings continued at some length, and much interest was manifested by those present in the several matters brought before the meeting, the particulars of which we are compelled, from the pressure upon our columns, to defer until our next publication. The proceedings continued at some length, and much interest was manifested by those present in the several matters brought before the meeting, the particulars of which we are compelled, from the pressure upon our columns, to defer until our next publication. The proceedings continued at some length, and much interest was manifested by those present in the several matters brought before the meeting, the particulars of which we are compelled, from the pressure upon our columns, to defer until our next publication. The proceedings continued at some length, and much interest was manifested by those present in the several matters brought before the meeting, the particulars of which we are compelled, from the pressure upon our columns, to defer until our next publication. The proceedings continued at some length, and much interest was manifested by those present in the several matters brought before the meeting, the particulars of which we are compelled, from the pressure upon our columns, to defer until our next publication. The proceedings continued at some length, and much interest was manifested by those present in the several matters brought before the meeting, the particulars of which we are compelled, from the pressure upon our columns, to defer until our next publication. The proceedings continued at some length, and much interest was manifested by those present in the several matters brought before the meeting, the particulars of which we are compelled, from the pressure upon our columns, to defer until our next publication. The proceedings continued at some length, and much interest was manifested by those present in the several matters brought before the meeting, the particulars of which we are compelled, from the pressure upon our columns, to defer until our next publication. The proceedings continued at some length, and much interest was manifested by those present in the several matters brought before the meeting, the particulars of which we are compelled, from the pressure upon our columns, to defer until our next publication. The proceedings continued at some length, and much interest was manifested by those present in the several matters brought before the meeting, the particulars of which we are compelled, from the pressure upon our columns, to defer until our next publication. The proceedings continued at some length, and much interest was manifested by those present in the several matters brought before the meeting, the particulars of which we are compelled, from the pressure upon our columns, to defer until our next publication. bbox=[1013, 357, 1253, 2430]
article-paragraph: to use it, and that their masters cannot prevent their using it; but then, unfortunately for your petitioners, so it is that coal is gotten more cheaply by using gunpowder, and all parties, men, master, and undertakers, have an interest in getting as much coal as they can. bbox=[764, 67, 1005, 111]
section-heading: ANOTHER COAL-PIT EXPLOSION. bbox=[568, 313, 703, 323]
advert-cut-label: PARR'S LIFE PILLS bbox=[306, 231, 468, 248]
correspondence-heading: Correspondence. bbox=[1013, 70, 1253, 95]
article-paragraph: Sir William Clavecot's process for the preservation of timber from dry rot has been adopted by the Government, and is now extensively employed in the dockyards. bbox=[764, 217, 1005, 245]
section-heading: DREADFUL EXPLOSION OF FIREWORKS AT THE TREAT. bbox=[772, 247, 996, 257]
article-paragraph: A Very Wonderful Cure of Disordered Liver and Stomach. Extract of a Letter from Mr Charles Wilson, 39, Princes Street, Glasgow, dated February 18th, 1847. To Professor Holloway. bbox=[18, 107, 258, 134]
section-heading: PERRY'S PURIFYING SPECIFIC PILLS. bbox=[63, 316, 213, 326]
newsprint-texture: The proceedings continued at some length, and much interest was manifested by those present in the several matters brought before the meeting, the particulars of which we are compelled, from the pressure upon our columns, to defer until our next publication. The proceedings continued at some length, and much interest was manifested by those present in the several matters brought before the meeting, the particulars of which we are compelled, from the pressure upon our columns, to defer until our next publication. The proceedings continued at some length, and much interest was manifested by those present in the several matters brought before the meeting, the particulars of which we are compelled, from the pressure upon our columns, to defer until our next publication. The proceedings continued at some length, and much interest was manifested by those present in the several matters brought before the meeting, the particulars of which we are compelled, from the pressure upon our columns, to defer until our next publication. The proceedings continued at some length, and much interest was manifested by those present in the several matters brought before the meeting, the particulars of which we are compelled, from the pressure upon our columns, to defer until our next publication. The proceedings continued at some length, and much interest was manifested by those present in the several matters brought before the meeting, the particulars of which we are compelled, from the pressure upon our columns, to defer until our next publication. The proceedings continued at some length, and much interest was manifested by those present in the several matters brought before the meeting, the particulars of which we are compelled, from the pressure upon our columns, to defer until our next publication. The proceedings continued at some length, and much interest was manifested by those present in the several matters brought before the meeting, the particulars of which we are compelled, from the pressure upon our columns, to defer until our next publication. The proceedings continued at some length, and much interest was manifested by those present in the several matters brought before the meeting, the particulars of which we are compelled, from the pressure upon our columns, to defer until our next publication. The proceedings continued at some length, and much interest was manifested by those present in the several matters brought before the meeting, the particulars of which we are compelled, from the pressure upon our columns, to defer until our next publication. The proceedings continued at some length, and much interest was manifested by those present in the several matters brought before the meeting, the particulars of which we are compelled, from the pressure upon our columns, to defer until our next publication. The proceedings continued at some length, and much interest was manifested by those present in the several matters brought before the meeting, the particulars of which we are compelled, from the pressure upon our columns, to defer until our next publication. The proceedings continued at some length, and much interest was manifested by those present in the several matters brought before the meeting, the particulars of which we are compelled, from the pressure upon our columns, to defer until our next publication. The proceedings continued at some length, and much interest was manifested by those present in the several matters brought before the meeting, the particulars of which we are compelled, from the pressure upon our columns, to defer until our next publication. The proceedings continued at some length, and much interest was manifested by those present in the several matters brought before the meeting, the particulars of which we are compelled, from the pressure upon our columns, to defer until our next publication. The proceedings continued at some length, and much interest was manifested by those present in the several matters brought before the meeting, the particulars of which we are compelled, from the pressure upon our columns, to defer until our next publication. The proceedings continued at some length, and much interest was manifested by those present in the several matters brought before the meeting, the particulars of which we are compelled, from the pressure upon our columns, to defer until our next publication. The proceedings continued at some length, and much interest was manifested by those present in the several matters brought before the meeting, the particulars of which we are compelled, from the pressure upon our columns, to defer until our next publication. The proceedings continued at some length, and much interest was manifested by those present in the several matters brought before the meeting, the particulars of which we are compelled, from the pressure upon our columns, to defer until our next publication. The proceedings continued at some length, and much interest was manifested by those present in the several matters brought before the meeting, the particulars of which we are compelled, from the pressure upon our columns, to defer until our next publication. The proceedings continued at some length, and much interest was manifested by those present in the several matters brought before the meeting, the particulars of which we are compelled, from the pressure upon our columns, to defer until our next publication. The proceedings continued at some length, and much interest was manifested by those present in the several matters brought before the meeting, the particulars of which we are compelled, from the pressure upon our columns, to defer until our next publication. The proceedings continued at some length, and much interest was manifested by those present in the several matters brought before the meeting, the particulars of which we are compelled, from the pressure upon our columns, to defer until our next publication. The proceedings continued at some length, and much interest was manifested by those present in the several matters brought before the meeting, the particulars of which we are compelled, from the pressure upon our columns, to defer until our next publication. The proceedings continued at some length, and much interest was manifested by those present in the several matters brought before the meeting, the particulars of which we are compelled, from the pressure upon our columns, to defer until our next publication. The proceedings continued at some length, and much interest was manifested by those present in the several matters brought before the meeting, the particulars of which we are compelled, from the pressure upon our columns, to defer until our next publication. The proceedings continued at some length, and much interest was manifested by those present in the several matters brought before the meeting, the particulars of which we are compelled, from the pressure upon our columns, to defer until our next publication. The proceedings continued at some length, and much interest was manifested by those present in the several matters brought before the meeting, the particulars of which we are compelled, from the pressure upon our columns, to defer until our next publication. The proceedings continued at some length, and much interest was manifested by those present in the several matters brought before the meeting, the particulars of which we are compelled, from the pressure upon our columns, to defer until our next publication. The proceedings continued at some length, and much interest was manifested by those present in the several matters brought before the meeting, the particulars of which we are compelled, from the pressure upon our columns, to defer until our next publication. The proceedings continued at some length, and much interest was manifested by those present in the several matters brought before the meeting, the particulars of which we are compelled, from the pressure upon our columns, to defer until our next publication. The proceedings continued at some length, and much interest was manifested by those present in the several matters brought before the meeting, the particulars of which we are compelled, from the pressure upon our columns, to defer until our next publication. The proceedings continued at some length, and much interest was manifested by those present in the several matters brought before the meeting, the particulars of which we are compelled, from the pressure upon our columns, to defer until our next publication. The proceedings continued at some length, and much interest was manifested by those present in the several matters brought before the meeting, the particulars of which we are compelled, from the pressure upon our columns, to defer until our next publication. The proceedings continued at some length, and much interest was manifested by those present in the several matters brought before the meeting, the particulars of which we are compelled, from the pressure upon our columns, to defer until our next publication. The proceedings continued at some length, and much interest was manifested by those present in the several matters brought before the meeting, the particulars of which we are compelled, from the pressure upon our columns, to defer until our next publication. The proceedings continued at some length, and much interest was manifested by those present in the several matters brought before the meeting, the particulars of which we are compelled, from the pressure upon our columns, to defer until our next publication. The proceedings continued at some length, and much interest was manifested by those present in the several matters brought before the meeting, the particulars of which we are compelled, from the pressure upon our columns, to defer until our next publication. The proceedings continued at some length, and much interest was manifested by those present in the several matters brought before the meeting, the particulars of which we are compelled, from the pressure upon our columns, to defer until our next publication. The proceedings continued at some length, and much interest was manifested by those present in the several matters brought before the meeting, the particulars of which we are compelled, from the pressure upon our columns, to defer until our next publication. The proceedings continued at some length, and much interest was manifested by those present in the several matters brought before the meeting, the particulars of which we are compelled, from the pressure upon our columns, to defer until our next publication. The proceedings continued at some length, and much interest was manifested by those present in the several matters brought before the meeting, the particulars of which we are compelled, from the pressure upon our columns, to defer until our next publication. The proceedings continued at some length, and much interest was manifested by those present in the several matters brought before the meeting, the particulars of which we are compelled, from the pressure upon our columns, to defer until our next publication. The proceedings continued at some length, and much interest was manifested by those present in the several matters brought before the meeting, the particulars of which we are compelled, from the pressure upon our columns, to defer until our next publication. The proceedings continued at some length, and much interest was manifested by those present in the several matters brought before the meeting, the particulars of which we are compelled, from the pressure upon our columns, to defer until our next publication. The proceedings continued at some length, and much interest was manifested by those present in the several matters brought before the meeting, the particulars of which we are compelled, from the pressure upon our columns, to defer until our next publication. The proceedings continued at some length, and much interest was manifested by those present in the several matters brought before the meeting, the particulars of which we are compelled, from the pressure upon our columns, to defer until our next publication. The proceedings continued at some length, and much interest was manifested by those present in the several matters brought before the meeting, the particulars of which we are compelled, from the pressure upon our columns, to defer until our next publication. The proceedings continued at some length, and much interest was manifested by those present in the several matters brought before the meeting, the particulars of which we are compelled, from the pressure upon our columns, to defer until our next publication. The proceedings continued at some length, and much interest was manifested by those present in the several matters brought before the meeting, the particulars of which we are compelled, from the pressure upon our columns, to defer until our next publication. The proceedings continued at some length, and much interest was manifested by those present in the several matters brought before the meeting, the particulars of which we are compelled, from the pressure upon our columns, to defer until our next publication. The proceedings continued at some length, and much interest was manifested by those present in the several matters brought before the meeting, the particulars of which we are compelled, from the pressure upon our columns, to defer until our next publication. The proceedings continued at some length, and much interest was manifested by those present in the several matters brought before the meeting, the particulars of which we are compelled, from the pressure upon our columns, to defer until our next publication. The proceedings continued at some length, and much interest was manifested by those present in the several matters brought before the meeting, the particulars of which we are compelled, from the pressure upon our columns, to defer until our next publication. The proceedings continued at some length, and much interest was manifested by those present in the several matters brought before the meeting, the particulars of which we are compelled, from the pressure upon our columns, to defer until our next publication. The proceedings continued at some length, and much interest was manifested by those present in the several matters brought before the meeting, the particulars of which we are compelled, from the pressure upon our columns, to defer until our next publication. The proceedings continued at some length, and much interest was manifested by those present in the several matters brought before the meeting, the particulars of which we are compelled, from the pressure upon our columns, to defer until our next publication. The proceedings continued at some length, and much interest was manifested by those present in the several matters brought before the meeting, the particulars of which we are compelled, from the pressure upon our columns, to defer until our next publication. The proceedings continued at some length, and much interest was manifested by those present in the several matters brought before the meeting, the particulars of which we are compelled, from the pressure upon our columns, to defer until our next publication. The proceedings continued at some length, and much interest was manifested by those present in the several matters brought before the meeting, the particulars of which we are compelled, from the pressure upon our columns, to defer until our next publication. bbox=[764, 285, 1005, 2357]
column-3 bbox=[515, 68, 756, 2434]
section-heading: THE LATE AWFUL COAL-PIT EXPLOSION. bbox=[527, 71, 744, 99]
masthead bbox=[18, 14, 1253, 63]
article-paragraph: Your petitioners submit respectfully that, to say the least, since persons at a distance cannot know the collieries, it is right that those most interested should be listened to. bbox=[764, 139, 1005, 166]
section-heading: THE CONCENTRATED DETERSIVE ESSENCE, bbox=[47, 277, 229, 287]
article-paragraph: The extraordinary properties of this medicine are thus described by an eminent physician, who says, 'After particular observation of the action of Parr's Pills, I am determined, in my opinion, that the following are their true properties.' bbox=[266, 292, 507, 328]
section-heading: THE THREE GREATEST SALE OF ANY MEDICINES IN THE GLOBE. bbox=[22, 71, 254, 89]
